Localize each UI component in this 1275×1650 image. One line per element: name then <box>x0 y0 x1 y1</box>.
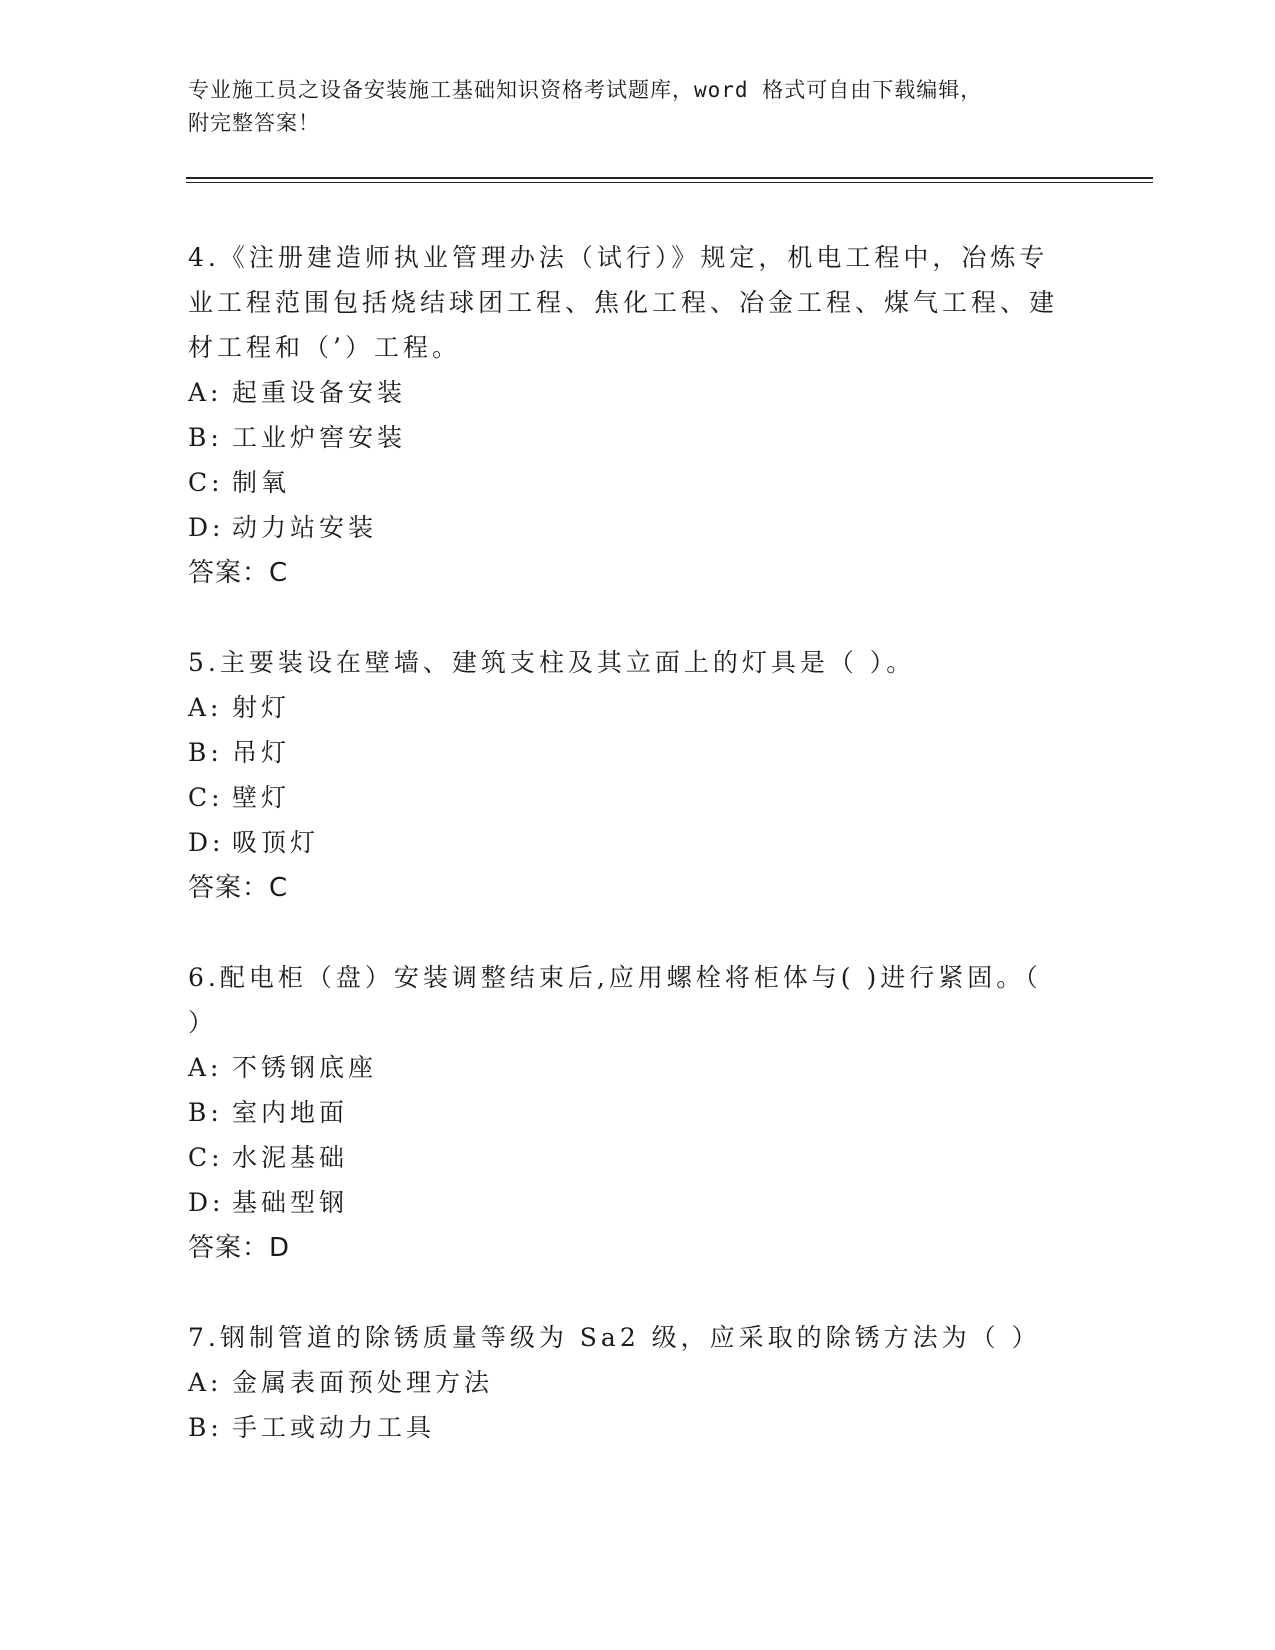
option-b <box>188 1090 1068 1135</box>
option-text: 吊灯 <box>232 738 291 767</box>
option-c <box>188 775 1068 820</box>
question-stem: 4.《注册建造师执业管理办法（试行）》规定，机电工程中，冶炼专业工程范围包括烧结球团工程、焦化工程、冶金工程、煤气工程、建材工程和（’）工程。 <box>188 243 1059 362</box>
option-key: C: <box>188 783 224 812</box>
option-b <box>188 730 1068 775</box>
option-text: 制氧 <box>232 468 291 497</box>
option-key: A: <box>188 1053 223 1082</box>
question-5 <box>188 640 1068 911</box>
option-a <box>188 1360 1068 1405</box>
option-key: A: <box>188 1368 223 1397</box>
option-key: B: <box>188 1413 223 1442</box>
option-d <box>188 820 1068 865</box>
option-text: 起重设备安装 <box>232 378 407 407</box>
document-header <box>188 74 1088 140</box>
option-d <box>188 505 1068 550</box>
option-text: 吸顶灯 <box>232 828 320 857</box>
header-line-1: 专业施工员之设备安装施工基础知识资格考试题库，word 格式可自由下载编辑， <box>188 78 983 102</box>
option-key: A: <box>188 378 223 407</box>
option-key: B: <box>188 738 223 767</box>
option-text: 金属表面预处理方法 <box>232 1368 494 1397</box>
question-4 <box>188 235 1068 596</box>
question-stem: 6.配电柜（盘）安装调整结束后,应用螺栓将柜体与( )进行紧固。（ ） <box>188 963 1042 1037</box>
option-a <box>188 1045 1068 1090</box>
option-text: 基础型钢 <box>232 1188 349 1217</box>
option-key: B: <box>188 1098 223 1127</box>
answer: 答案：D <box>188 1233 291 1263</box>
option-key: C: <box>188 468 224 497</box>
question-6 <box>188 955 1068 1271</box>
option-a <box>188 685 1068 730</box>
option-text: 室内地面 <box>232 1098 349 1127</box>
option-text: 壁灯 <box>232 783 291 812</box>
question-stem: 5.主要装设在壁墙、建筑支柱及其立面上的灯具是（ ）。 <box>188 648 916 677</box>
option-text: 工业炉窖安装 <box>232 423 407 452</box>
question-7 <box>188 1315 1068 1450</box>
option-key: A: <box>188 693 223 722</box>
option-text: 手工或动力工具 <box>232 1413 436 1442</box>
answer: 答案：C <box>188 873 289 903</box>
option-text: 动力站安装 <box>232 513 378 542</box>
option-key: D: <box>188 1188 225 1217</box>
option-b <box>188 415 1068 460</box>
option-key: D: <box>188 513 225 542</box>
option-d <box>188 1180 1068 1225</box>
option-b <box>188 1405 1068 1450</box>
header-divider-thick <box>186 177 1153 179</box>
option-key: B: <box>188 423 223 452</box>
header-line-2: 附完整答案！ <box>188 111 320 135</box>
option-text: 不锈钢底座 <box>232 1053 378 1082</box>
header-divider-thin <box>186 182 1153 183</box>
answer: 答案：C <box>188 558 289 588</box>
option-key: C: <box>188 1143 224 1172</box>
option-key: D: <box>188 828 225 857</box>
question-stem: 7.钢制管道的除锈质量等级为 Sa2 级，应采取的除锈方法为（ ） <box>188 1323 1041 1352</box>
option-c <box>188 1135 1068 1180</box>
option-text: 射灯 <box>232 693 291 722</box>
option-a <box>188 370 1068 415</box>
option-text: 水泥基础 <box>232 1143 349 1172</box>
option-c <box>188 460 1068 505</box>
question-list <box>188 235 1068 1494</box>
